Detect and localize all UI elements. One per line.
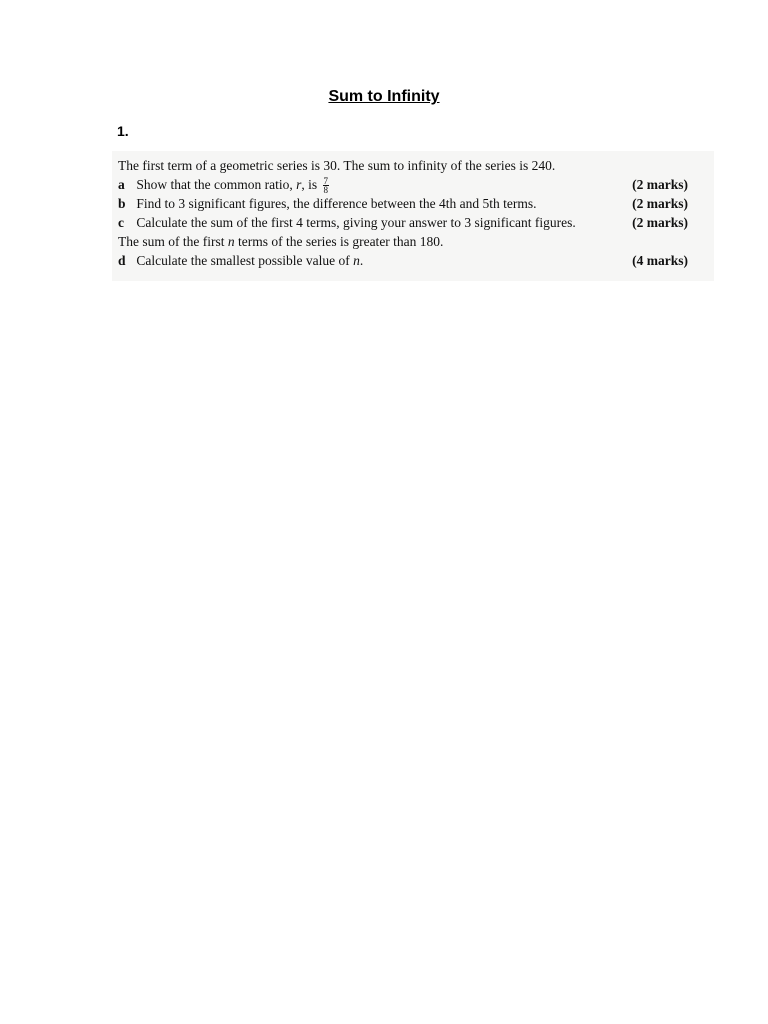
part-text: .	[359, 253, 364, 268]
condition-text: terms of the series is greater than 180.	[234, 234, 444, 249]
intro-text: The first term of a geometric series is 30. The sum to infinity of the series is 240.	[118, 158, 556, 173]
math-variable: n	[227, 234, 235, 249]
question-number: 1.	[117, 123, 129, 139]
question-part-d	[118, 251, 688, 270]
marks-label: (2 marks)	[632, 196, 688, 211]
marks-label: (2 marks)	[632, 177, 688, 192]
part-letter: d	[118, 253, 126, 268]
part-letter: a	[118, 177, 125, 192]
part-text: Show that the common ratio,	[136, 177, 297, 192]
marks-label: (2 marks)	[632, 215, 688, 230]
part-text: Calculate the smallest possible value of	[136, 253, 354, 268]
part-text: Calculate the sum of the first 4 terms, giving your answer to 3 significant figures.	[136, 215, 576, 230]
question-intro	[118, 156, 688, 175]
fraction	[323, 177, 330, 194]
math-variable: r	[296, 177, 302, 192]
question-part-a	[118, 175, 688, 194]
part-letter: c	[118, 215, 124, 230]
condition-text: The sum of the first	[118, 234, 228, 249]
marks-label: (4 marks)	[632, 253, 688, 268]
question-part-c	[118, 213, 688, 232]
question-part-b	[118, 194, 688, 213]
part-letter: b	[118, 196, 126, 211]
fraction-denominator: 8	[323, 185, 329, 196]
fraction-numerator: 7	[323, 176, 329, 187]
part-text: , is	[301, 177, 321, 192]
page-title: Sum to Infinity	[328, 88, 440, 105]
question-scan	[112, 151, 714, 281]
question-condition	[118, 232, 688, 251]
part-text: Find to 3 significant figures, the difference between the 4th and 5th terms.	[136, 196, 537, 211]
math-variable: n	[353, 253, 360, 268]
